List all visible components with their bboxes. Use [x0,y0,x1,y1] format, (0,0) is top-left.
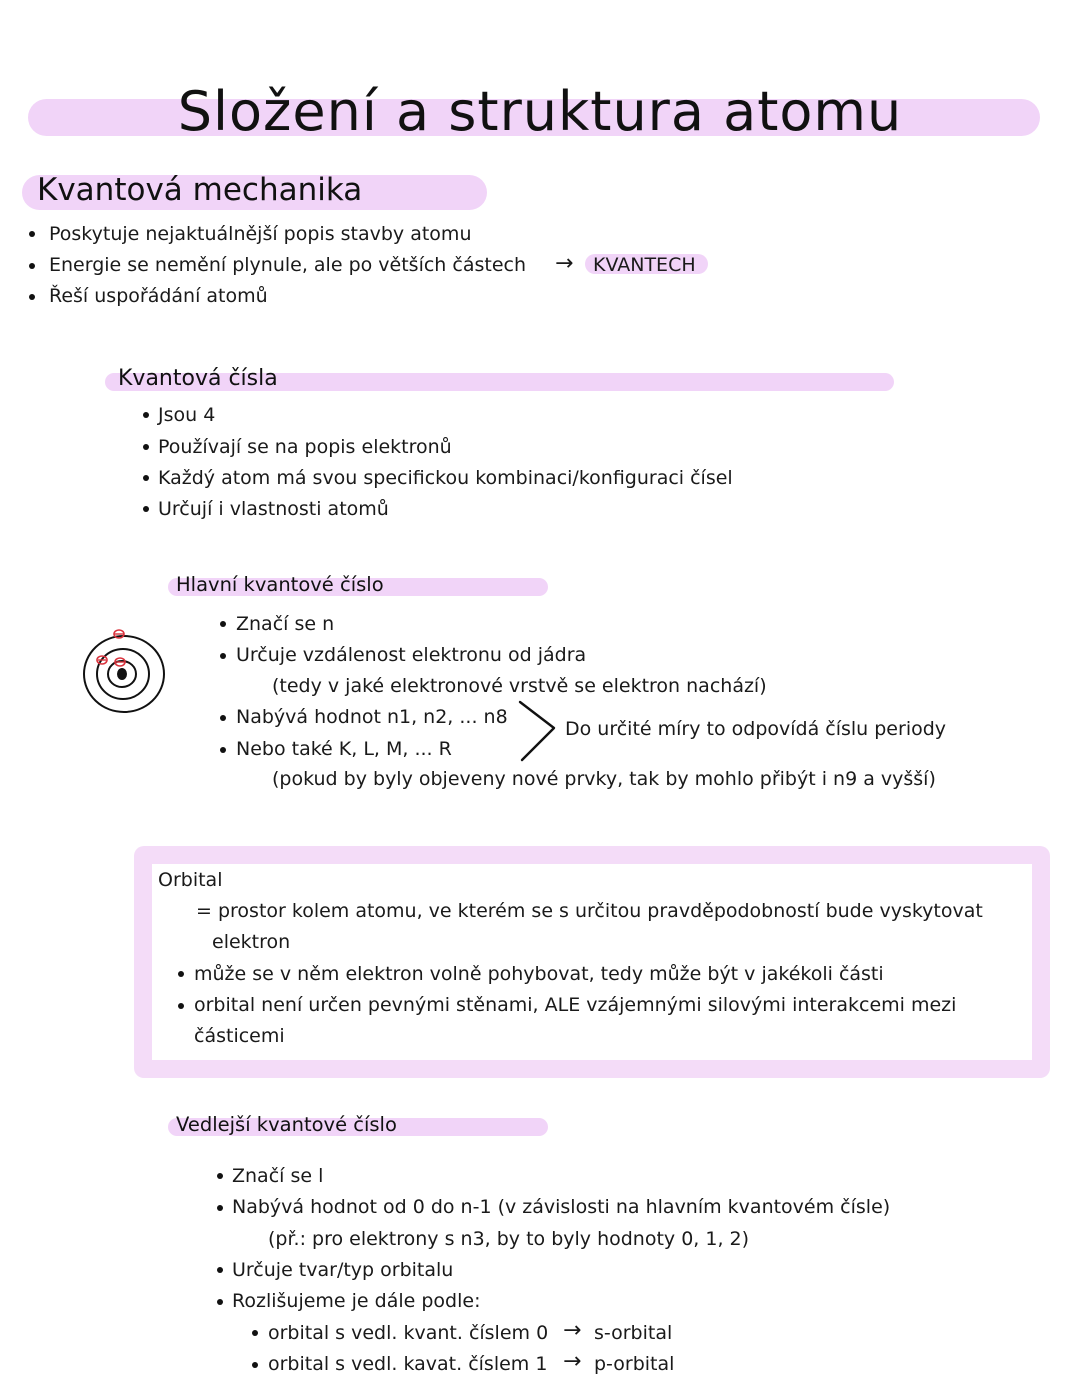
bullet-dot [143,444,149,450]
sub-list-item: orbital s vedl. kvant. číslem 0 [268,1322,549,1344]
bullet-dot [217,1205,223,1211]
heading-hlavni: Hlavní kvantové číslo [176,573,384,596]
note-text: (pokud by byly objeveny nové prvky, tak by mohlo přibýt i n9 a vyšší) [272,768,936,790]
orbital-definition: = prostor kolem atomu, ve kterém se s určitou pravděpodobností bude vyskytovat [196,900,983,922]
sub-list-result: p-orbital [594,1353,675,1375]
list-item: částicemi [194,1025,285,1047]
bullet-dot [29,294,35,300]
atom-drawing [78,624,174,720]
bullet-dot [217,1173,223,1179]
list-item: Nabývá hodnot od 0 do n-1 (v závislosti na hlavním kvantovém čísle) [232,1196,891,1218]
note-text: (př.: pro elektrony s n3, by to byly hodnoty 0, 1, 2) [268,1228,750,1250]
list-item: Nebo také K, L, M, ... R [236,738,452,760]
sub-list-item: orbital s vedl. kavat. číslem 1 [268,1353,548,1375]
list-item: Určují i vlastnosti atomů [158,498,389,520]
brace-icon [516,698,560,764]
list-item: Každý atom má svou specifickou kombinaci/konfiguraci čísel [158,467,733,489]
list-item: Nabývá hodnot n1, n2, ... n8 [236,706,508,728]
arrow-icon: → [563,1318,582,1343]
list-item: Poskytuje nejaktuálnější popis stavby atomu [49,223,472,245]
bullet-dot [217,1299,223,1305]
heading-vedlejsi: Vedlejší kvantové číslo [176,1113,397,1136]
bullet-dot [143,412,149,418]
list-item: může se v něm elektron volně pohybovat, tedy může být v jakékoli části [194,963,884,985]
arrow-icon: → [555,251,574,276]
list-item: Značí se n [236,613,335,635]
bullet-dot [29,231,35,237]
heading-kvantova-cisla: Kvantová čísla [118,366,278,391]
bullet-dot [252,1362,258,1368]
list-item: Řeší uspořádání atomů [49,285,268,307]
bullet-dot [220,747,226,753]
orbital-definition: elektron [212,931,291,953]
list-item: Rozlišujeme je dále podle: [232,1290,481,1312]
bullet-dot [220,621,226,627]
list-item: Značí se l [232,1165,324,1187]
orbital-heading: Orbital [158,869,223,891]
kvantech-label: KVANTECH [593,254,696,276]
list-item: Určuje tvar/typ orbitalu [232,1259,454,1281]
page-title: Složení a struktura atomu [177,80,903,143]
bullet-dot [178,971,184,977]
bullet-dot [217,1267,223,1273]
list-item: Energie se nemění plynule, ale po větších částech [49,254,526,276]
bullet-dot [143,475,149,481]
heading-kvantova-mechanika: Kvantová mechanika [37,172,363,208]
brace-note: Do určité míry to odpovídá číslu periody [565,718,947,740]
list-item: Používají se na popis elektronů [158,436,452,458]
note-text: (tedy v jaké elektronové vrstvě se elektron nachází) [272,675,767,697]
arrow-icon: → [563,1349,582,1374]
bullet-dot [220,653,226,659]
bullet-dot [252,1330,258,1336]
sub-list-result: s-orbital [594,1322,673,1344]
list-item: Jsou 4 [158,404,216,426]
bullet-dot [178,1003,184,1009]
bullet-dot [143,506,149,512]
list-item: Určuje vzdálenost elektronu od jádra [236,644,587,666]
list-item: orbital není určen pevnými stěnami, ALE vzájemnými silovými interakcemi mezi [194,994,957,1016]
bullet-dot [29,263,35,269]
bullet-dot [220,715,226,721]
